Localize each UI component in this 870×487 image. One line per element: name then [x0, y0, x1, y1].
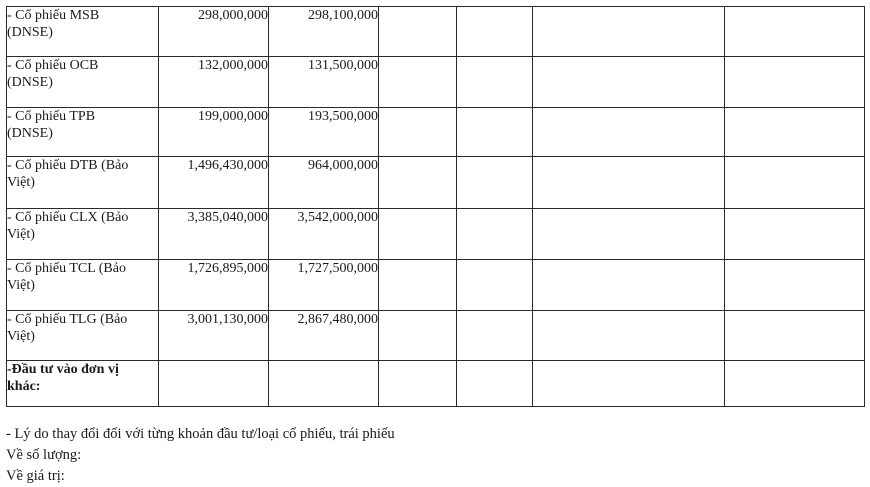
table-row: [7, 157, 865, 209]
investment-table: [6, 6, 865, 407]
stock-name: - Cổ phiếu OCB (DNSE): [7, 57, 159, 108]
empty-cell: [725, 57, 865, 108]
empty-cell: [533, 209, 725, 260]
empty-cell: [457, 311, 533, 361]
notes-section: [6, 424, 395, 487]
value-cell: 3,001,130,000: [159, 311, 269, 361]
empty-cell: [457, 157, 533, 209]
stock-name: - Cổ phiếu MSB (DNSE): [7, 7, 159, 57]
table-row: [7, 209, 865, 260]
table-row: [7, 260, 865, 311]
stock-name: - Cổ phiếu TCL (Bảo Việt): [7, 260, 159, 311]
empty-cell: [379, 209, 457, 260]
value-cell: 193,500,000: [269, 108, 379, 157]
empty-cell: [457, 209, 533, 260]
table-row: [7, 361, 865, 407]
empty-cell: [379, 108, 457, 157]
empty-cell: [379, 157, 457, 209]
empty-cell: [725, 260, 865, 311]
other-investment-label: -Đầu tư vào đơn vị khác:: [7, 361, 159, 407]
change-reason-note: - Lý do thay đổi đối với từng khoản đầu tư/loại cổ phiếu, trái phiếu: [6, 426, 395, 442]
empty-cell: [379, 57, 457, 108]
empty-cell: [379, 260, 457, 311]
empty-cell: [533, 7, 725, 57]
empty-cell: [457, 108, 533, 157]
empty-cell: [725, 361, 865, 407]
empty-cell: [457, 260, 533, 311]
empty-cell: [725, 209, 865, 260]
value-cell: 132,000,000: [159, 57, 269, 108]
empty-cell: [533, 157, 725, 209]
value-note: Về giá trị:: [6, 468, 65, 484]
empty-cell: [725, 7, 865, 57]
stock-name: - Cổ phiếu TLG (Bảo Việt): [7, 311, 159, 361]
value-cell: 298,000,000: [159, 7, 269, 57]
value-cell: 199,000,000: [159, 108, 269, 157]
empty-cell: [725, 157, 865, 209]
table-row: [7, 311, 865, 361]
value-cell: 1,727,500,000: [269, 260, 379, 311]
table-row: [7, 57, 865, 108]
empty-cell: [725, 108, 865, 157]
value-cell: 2,867,480,000: [269, 311, 379, 361]
empty-cell: [269, 361, 379, 407]
value-cell: 1,726,895,000: [159, 260, 269, 311]
empty-cell: [457, 57, 533, 108]
table-row: [7, 7, 865, 57]
empty-cell: [159, 361, 269, 407]
empty-cell: [533, 260, 725, 311]
value-cell: 3,542,000,000: [269, 209, 379, 260]
empty-cell: [457, 7, 533, 57]
empty-cell: [457, 361, 533, 407]
table-row: [7, 108, 865, 157]
quantity-note: Về số lượng:: [6, 447, 82, 463]
value-cell: 131,500,000: [269, 57, 379, 108]
empty-cell: [725, 311, 865, 361]
value-cell: 1,496,430,000: [159, 157, 269, 209]
empty-cell: [533, 57, 725, 108]
stock-name: - Cổ phiếu DTB (Bảo Việt): [7, 157, 159, 209]
value-cell: 964,000,000: [269, 157, 379, 209]
stock-name: - Cổ phiếu CLX (Bảo Việt): [7, 209, 159, 260]
empty-cell: [379, 311, 457, 361]
empty-cell: [533, 108, 725, 157]
stock-name: - Cổ phiếu TPB (DNSE): [7, 108, 159, 157]
empty-cell: [533, 361, 725, 407]
empty-cell: [533, 311, 725, 361]
value-cell: 298,100,000: [269, 7, 379, 57]
empty-cell: [379, 7, 457, 57]
empty-cell: [379, 361, 457, 407]
value-cell: 3,385,040,000: [159, 209, 269, 260]
